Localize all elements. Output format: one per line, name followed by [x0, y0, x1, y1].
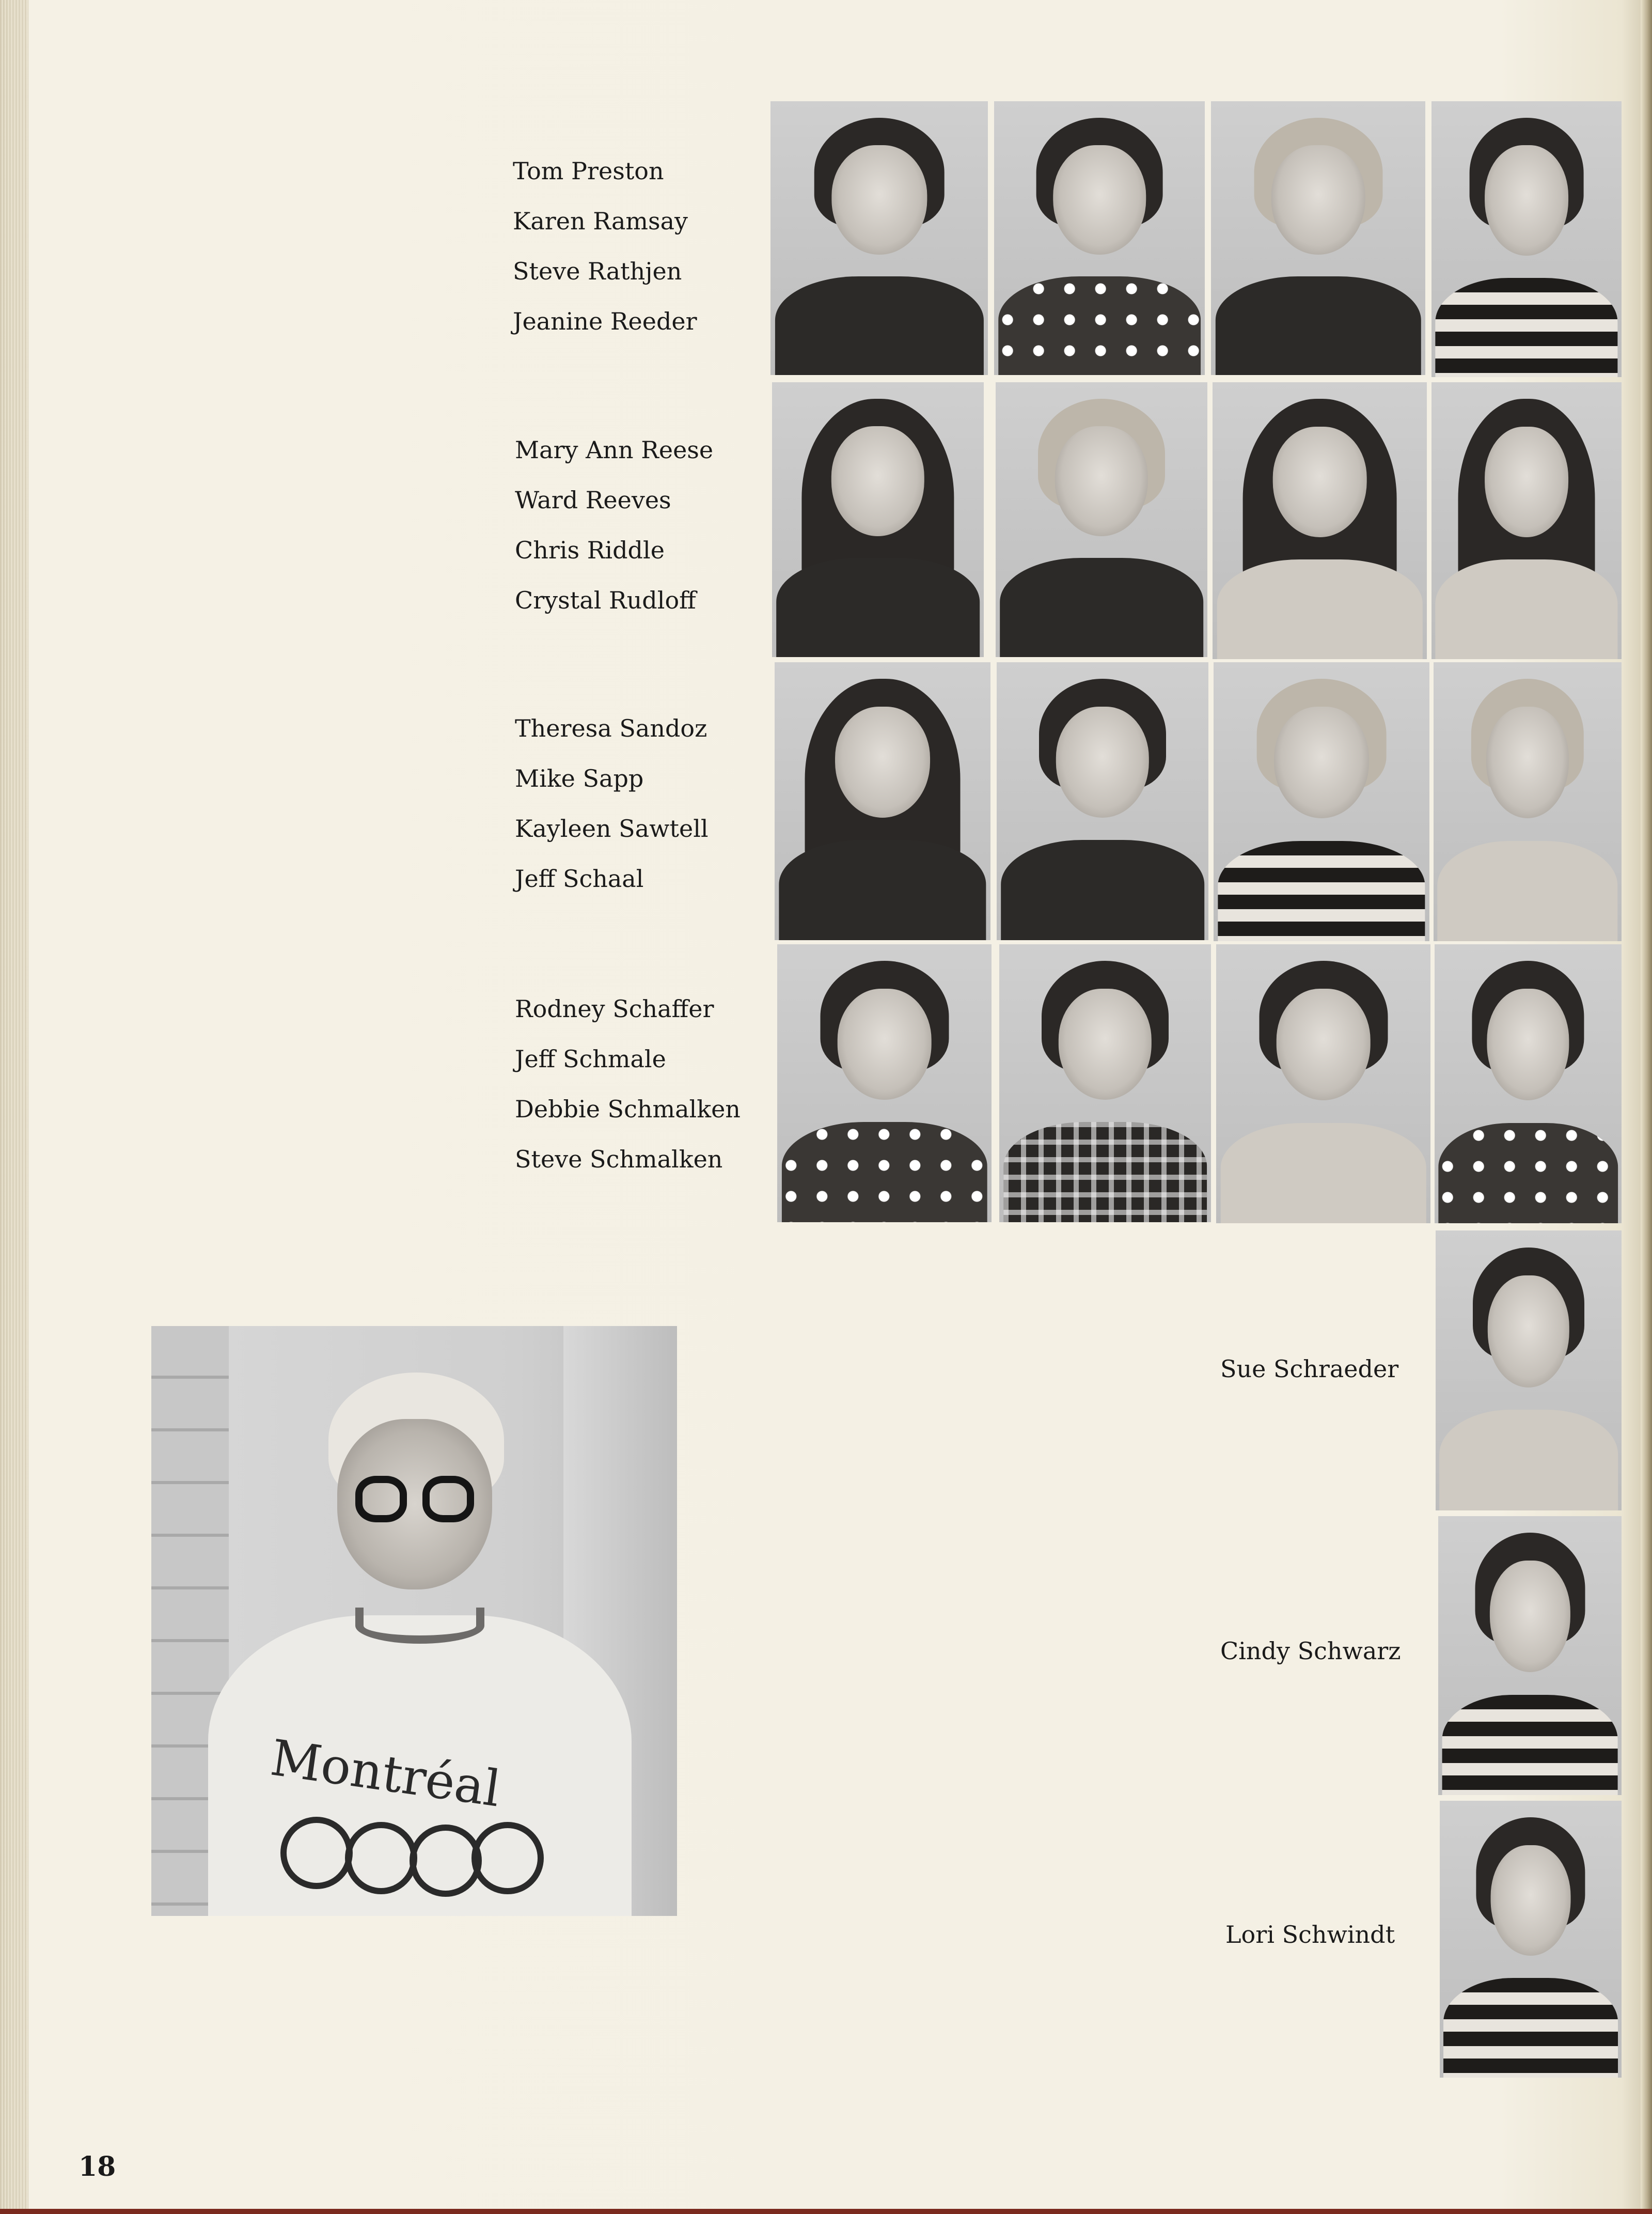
student-name: Mike Sapp — [515, 765, 644, 792]
student-portrait — [777, 944, 992, 1222]
student-portrait — [1440, 1801, 1622, 2078]
student-portrait — [772, 382, 984, 657]
student-portrait — [775, 662, 990, 940]
student-name: Lori Schwindt — [1225, 1921, 1395, 1948]
student-name: Steve Rathjen — [513, 257, 682, 285]
student-portrait — [1431, 382, 1622, 659]
student-portrait — [1435, 944, 1622, 1223]
student-name: Karen Ramsay — [513, 207, 688, 235]
student-portrait — [1213, 382, 1427, 659]
student-name: Sue Schraeder — [1220, 1355, 1399, 1383]
page-bottom-edge — [0, 2209, 1652, 2214]
shirt-text: Montréal — [267, 1728, 504, 1818]
olympic-rings-icon — [280, 1812, 549, 1899]
student-portrait — [1438, 1516, 1622, 1795]
student-portrait — [997, 662, 1208, 940]
student-portrait — [1436, 1230, 1622, 1510]
student-portrait — [770, 101, 988, 375]
student-portrait — [999, 944, 1211, 1222]
student-name: Debbie Schmalken — [515, 1095, 741, 1123]
student-portrait — [1434, 662, 1622, 941]
student-name: Crystal Rudloff — [515, 586, 696, 614]
page-edge — [1641, 0, 1652, 2214]
student-portrait — [1431, 101, 1622, 377]
student-portrait — [1211, 101, 1425, 375]
glasses-icon — [355, 1476, 479, 1525]
student-portrait — [996, 382, 1207, 657]
student-name: Jeff Schmale — [515, 1045, 666, 1073]
student-name: Ward Reeves — [515, 486, 671, 514]
student-name: Rodney Schaffer — [515, 995, 714, 1023]
student-name: Kayleen Sawtell — [515, 815, 709, 843]
student-name: Steve Schmalken — [515, 1145, 723, 1173]
student-name: Mary Ann Reese — [515, 436, 714, 464]
student-portrait — [994, 101, 1205, 375]
student-name: Jeanine Reeder — [513, 307, 697, 335]
student-name: Cindy Schwarz — [1220, 1637, 1401, 1665]
candid-photo — [151, 1326, 677, 1916]
student-name: Chris Riddle — [515, 536, 665, 564]
student-name: Theresa Sandoz — [515, 714, 707, 742]
student-name: Jeff Schaal — [515, 865, 644, 893]
page-binding — [0, 0, 28, 2214]
student-portrait — [1216, 944, 1430, 1223]
student-portrait — [1214, 662, 1429, 941]
student-name: Tom Preston — [513, 157, 664, 185]
page-number: 18 — [78, 2151, 116, 2182]
